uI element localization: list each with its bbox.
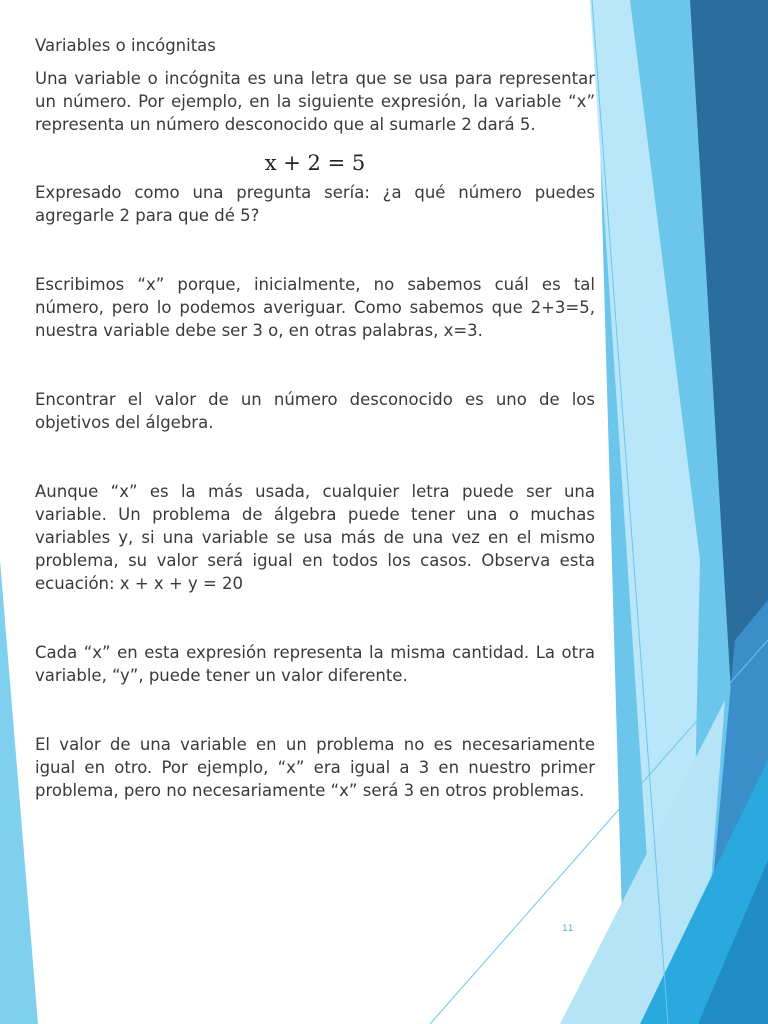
paragraph-aunque: Aunque “x” es la más usada, cualquier letra puede ser una variable. Un problema de álgebra puede tener una o muchas variables y, si una variable se usa más de una vez en el mismo problema, su valor será igual en todos los casos. Observa esta ecuación: x + x + y = 20	[35, 482, 595, 593]
paragraph-objetivo: Encontrar el valor de un número desconocido es uno de los objetivos del álgebra.	[35, 390, 595, 432]
paragraph-intro: Una variable o incógnita es una letra que se usa para representar un número. Por ejemplo, en la siguiente expresión, la variable “x” representa un número desconocido que al sumarle 2 dará 5.	[35, 69, 595, 134]
left-edge-shape	[0, 560, 38, 1024]
paragraph-question: Expresado como una pregunta sería: ¿a qué número puedes agregarle 2 para que dé 5?	[35, 183, 595, 225]
equation: x + 2 = 5	[264, 151, 366, 175]
slide-number: 11	[562, 924, 574, 934]
paragraph-escribimos: Escribimos “x” porque, inicialmente, no sabemos cuál es tal número, pero lo podemos averiguar. Como sabemos que 2+3=5, nuestra variable debe ser 3 o, en otras palabras, x=3.	[35, 275, 595, 340]
slide-content	[35, 34, 595, 802]
page-title: Variables o incógnitas	[35, 36, 216, 55]
paragraph-cada: Cada “x” en esta expresión representa la misma cantidad. La otra variable, “y”, puede tener un valor diferente.	[35, 643, 595, 685]
paragraph-valor: El valor de una variable en un problema no es necesariamente igual en otro. Por ejemplo, “x” era igual a 3 en nuestro primer problema, pero no necesariamente “x” será 3 en otros problemas.	[35, 735, 595, 800]
